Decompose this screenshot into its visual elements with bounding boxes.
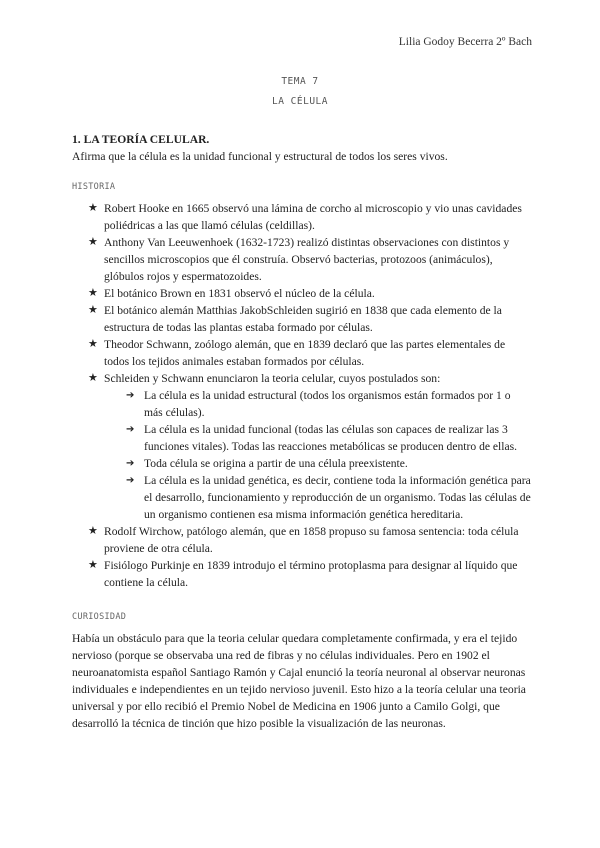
star-bullet-icon: ★	[88, 236, 98, 248]
postulado-item: ➔ Toda célula se origina a partir de una célula preexistente.	[126, 457, 408, 470]
list-item: ★ Robert Hooke en 1665 observó una lámina de corcho al microscopio y vio unas cavidades poliédricas a las que llamó células (celdillas).	[88, 202, 522, 232]
list-item: ★ Anthony Van Leeuwenhoek (1632-1723) realizó distintas observaciones con distintos y sencillos microscopios que él construía. Observó bacterias, protozoos (animáculos), glóbulos rojos y espermatozoides.	[88, 236, 510, 283]
postulados-list	[104, 387, 532, 523]
historia-label: HISTORIA	[72, 182, 116, 192]
star-bullet-icon: ★	[88, 287, 98, 299]
list-item: ★ El botánico alemán Matthias JakobSchleiden sugirió en 1838 que cada elemento de la estructura de todas las plantas estaba formado por células.	[88, 304, 502, 334]
star-bullet-icon: ★	[88, 525, 98, 537]
title-block	[0, 72, 600, 112]
postulado-item: ➔ La célula es la unidad genética, es decir, contiene toda la información genética para el desarrollo, funcionamiento y reproducción de un organismo. Todas las células de un organismo contienen esa misma información genética hereditaria.	[126, 474, 531, 521]
list-item: ★ Fisiólogo Purkinje en 1839 introdujo el término protoplasma para designar al líquido que contiene la célula.	[88, 559, 518, 589]
curiosidad-label: CURIOSIDAD	[72, 612, 127, 622]
historia-list	[72, 200, 532, 591]
arrow-bullet-icon: ➔	[126, 458, 135, 469]
arrow-bullet-icon: ➔	[126, 424, 135, 435]
list-item: ★ El botánico Brown en 1831 observó el núcleo de la célula.	[88, 287, 375, 300]
star-bullet-icon: ★	[88, 202, 98, 214]
list-item: ★ Theodor Schwann, zoólogo alemán, que en 1839 declaró que las partes elementales de todos los tejidos animales estaban formados por células.	[88, 338, 506, 368]
postulado-item: ➔ La célula es la unidad funcional (todas las células son capaces de realizar las 3 funciones vitales). Todas las reacciones metabólicas se producen dentro de ellas.	[126, 423, 518, 453]
star-bullet-icon: ★	[88, 304, 98, 316]
section-heading: 1. LA TEORÍA CELULAR.	[72, 133, 210, 146]
star-bullet-icon: ★	[88, 338, 98, 350]
star-bullet-icon: ★	[88, 372, 98, 384]
arrow-bullet-icon: ➔	[126, 475, 135, 486]
list-item: ★ Rodolf Wirchow, patólogo alemán, que en 1858 propuso su famosa sentencia: toda célula proviene de otra célula.	[88, 525, 519, 555]
curiosidad-paragraph: Había un obstáculo para que la teoria celular quedara completamente confirmada, y era el tejido nervioso (porque se observaba una red de fibras y no células individuales. Pero en 1902 el neuroanatomista español Santiago Ramón y Cajal enunció la teoría neuronal al observar neuronas individuales e independientes en un tejido nervioso juvenil. Esto hizo a la teoría celular una teoria universal y por ello recibió el Premio Nobel de Medicina en 1906 junto a Camilo Golgi, que desarrolló la técnica de tinción que hizo posible la visualización de las neuronas.	[72, 632, 526, 730]
topic-number: TEMA 7	[281, 76, 319, 87]
arrow-bullet-icon: ➔	[126, 390, 135, 401]
main-content	[72, 131, 532, 732]
list-item: ★ Schleiden y Schwann enunciaron la teoria celular, cuyos postulados son: ➔ La célula es la unidad estructural (todos los organismos están formados por 1 o más células). ➔ La célula es la unidad funcional (todas las células son capaces de realizar las 3 funciones vitales). Todas las reacciones metabólicas se producen dentro de ellas. ➔ Toda célula se origina a partir de una célula preexistente. ➔ La célula es la unidad genética, es decir, contiene toda la información genética para el desarrollo, funcionamiento y reproducción de un organismo. Todas las células de un organismo contienen esa misma información genética hereditaria.	[88, 372, 531, 521]
section-intro: Afirma que la célula es la unidad funcional y estructural de todos los seres vivos.	[72, 150, 448, 163]
star-bullet-icon: ★	[88, 559, 98, 571]
author-header: Lilia Godoy Becerra 2º Bach	[398, 36, 532, 48]
topic-title: LA CÉLULA	[272, 96, 328, 107]
postulado-item: ➔ La célula es la unidad estructural (todos los organismos están formados por 1 o más células).	[126, 389, 511, 419]
